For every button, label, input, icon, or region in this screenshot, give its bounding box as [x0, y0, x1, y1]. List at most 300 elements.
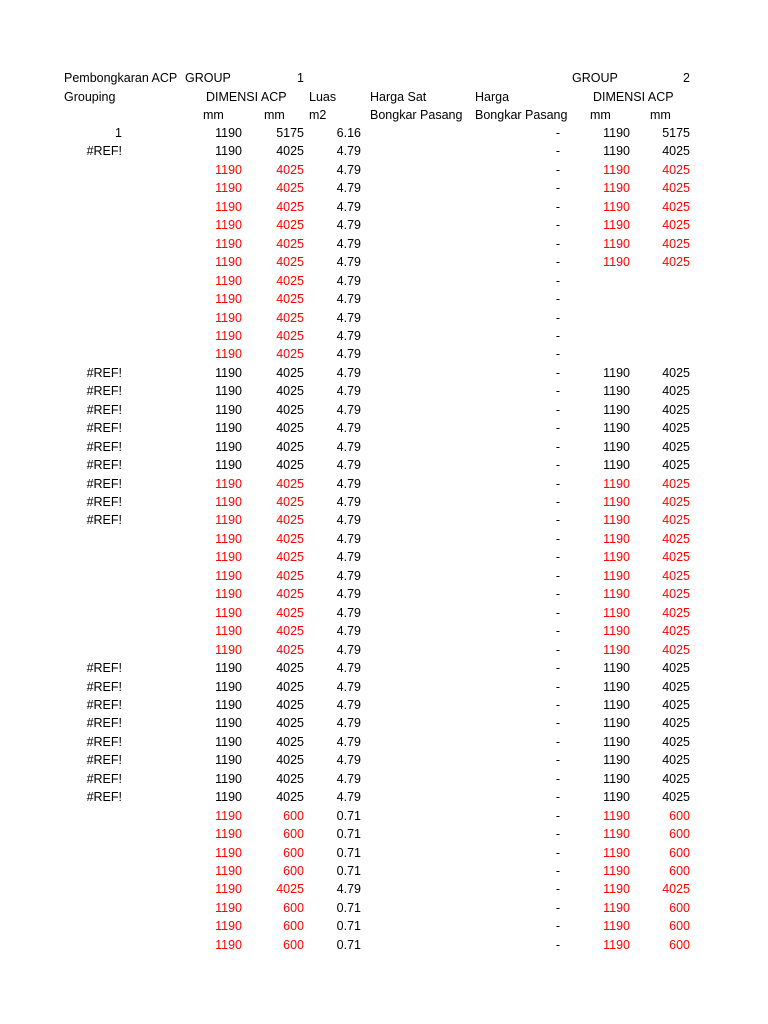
group2-width-cell: 1190	[603, 937, 630, 952]
grouping-cell: #REF!	[86, 771, 122, 786]
height-cell: 4025	[276, 624, 304, 639]
harga-cell: -	[555, 236, 560, 251]
height-cell: 4025	[276, 642, 304, 657]
harga-cell: -	[555, 845, 560, 860]
width-cell: 1190	[215, 292, 242, 307]
width-cell: 1190	[215, 421, 242, 436]
harga-cell: -	[555, 531, 560, 546]
grouping-cell	[80, 290, 122, 308]
height-cell: 4025	[276, 255, 304, 270]
width-cell: 1190	[215, 661, 242, 676]
width-cell: 1190	[215, 310, 242, 325]
luas-cell: 4.79	[336, 458, 361, 473]
harga-cell: -	[555, 421, 560, 436]
grouping-cell: #REF!	[86, 365, 122, 380]
harga-cell: -	[555, 402, 560, 417]
group2-height-cell: 4025	[662, 495, 690, 509]
height-cell: 4025	[276, 218, 304, 233]
group2-height-cell: 4025	[662, 181, 690, 196]
grouping-cell: #REF!	[86, 716, 122, 731]
harga-cell: -	[555, 642, 560, 657]
height-cell: 4025	[276, 181, 304, 196]
luas-cell: 4.79	[336, 199, 361, 214]
harga-cell: -	[555, 661, 560, 676]
group2-height-cell: 4025	[662, 421, 690, 436]
width-cell: 1190	[215, 937, 242, 952]
height-cell: 4025	[276, 310, 304, 325]
group2-height-cell: 4025	[662, 439, 690, 454]
luas-cell: 4.79	[336, 273, 361, 288]
height-cell: 4025	[276, 236, 304, 251]
width-cell: 1190	[215, 236, 242, 251]
grouping-cell	[80, 641, 122, 659]
grouping-cell	[80, 917, 122, 935]
height-cell: 4025	[276, 790, 304, 805]
group2-height-cell: 4025	[662, 402, 690, 417]
harga-cell: -	[555, 624, 560, 639]
group2-width-cell: 1190	[603, 734, 630, 749]
luas-cell: 4.79	[336, 790, 361, 805]
grouping-cell: #REF!	[86, 421, 122, 436]
luas-cell: 4.79	[336, 716, 361, 731]
harga-cell: -	[555, 255, 560, 270]
luas-cell: 0.71	[336, 808, 361, 823]
luas-cell: 0.71	[336, 864, 361, 878]
group2-width-cell: 1190	[603, 439, 630, 454]
width-cell: 1190	[215, 919, 242, 934]
harga-cell: -	[555, 439, 560, 454]
luas-cell: 0.71	[336, 919, 361, 934]
group2-width-cell: 1190	[603, 365, 630, 380]
grouping-cell	[80, 327, 122, 345]
harga-cell: -	[555, 864, 560, 878]
width-cell: 1190	[215, 642, 242, 657]
width-cell: 1190	[215, 827, 242, 842]
harga-cell: -	[555, 292, 560, 307]
height-cell: 4025	[276, 421, 304, 436]
group2-width-cell: 1190	[603, 642, 630, 657]
grouping-cell: #REF!	[86, 513, 122, 528]
width-cell: 1190	[215, 126, 242, 140]
grouping-cell: #REF!	[86, 679, 122, 694]
group2-height-cell: 600	[669, 845, 690, 860]
group2-width-cell: 1190	[603, 716, 630, 731]
group2-height-cell: 4025	[662, 199, 690, 214]
group2-height-cell: 4025	[662, 642, 690, 657]
height-cell: 4025	[276, 882, 304, 897]
height-cell: 4025	[276, 384, 304, 399]
width-cell: 1190	[215, 162, 242, 177]
group2-width-cell: 1190	[603, 864, 630, 878]
height-cell: 4025	[276, 716, 304, 731]
harga-cell: -	[555, 126, 560, 140]
luas-cell: 0.71	[336, 937, 361, 952]
harga-cell: -	[555, 181, 560, 196]
grouping-cell	[80, 825, 122, 843]
mm-header-3: mm	[590, 108, 611, 122]
luas-cell: 4.79	[336, 310, 361, 325]
group2-height-cell: 600	[669, 827, 690, 842]
height-cell: 4025	[276, 144, 304, 159]
luas-cell: 4.79	[336, 531, 361, 546]
height-cell: 4025	[276, 439, 304, 454]
group-1-number: 1	[297, 71, 304, 85]
harga-cell: -	[555, 919, 560, 934]
grouping-cell	[80, 862, 122, 880]
height-cell: 4025	[276, 328, 304, 343]
group2-width-cell: 1190	[603, 458, 630, 473]
grouping-cell	[80, 880, 122, 898]
height-cell: 600	[283, 864, 304, 878]
harga-cell: -	[555, 753, 560, 768]
group2-width-cell: 1190	[603, 624, 630, 639]
grouping-cell: #REF!	[86, 734, 122, 749]
harga-cell: -	[555, 937, 560, 952]
grouping-cell: #REF!	[86, 144, 122, 159]
width-cell: 1190	[215, 144, 242, 159]
group2-width-cell: 1190	[603, 882, 630, 897]
width-cell: 1190	[215, 568, 242, 583]
grouping-cell	[80, 235, 122, 253]
harga-cell: -	[555, 365, 560, 380]
harga-cell: -	[555, 734, 560, 749]
group2-width-cell: 1190	[603, 568, 630, 583]
harga-sat-header: Harga Sat	[370, 90, 427, 104]
width-cell: 1190	[215, 716, 242, 731]
height-cell: 4025	[276, 771, 304, 786]
group2-height-cell	[644, 309, 690, 327]
group2-width-cell: 1190	[603, 162, 630, 177]
luas-cell: 4.79	[336, 384, 361, 399]
height-cell: 4025	[276, 476, 304, 491]
height-cell: 4025	[276, 347, 304, 362]
group2-width-cell: 1190	[603, 495, 630, 509]
group2-height-cell: 4025	[662, 384, 690, 399]
bongkar-pasang-header-2: Bongkar Pasang	[475, 108, 568, 122]
width-cell: 1190	[215, 882, 242, 897]
group2-width-cell: 1190	[603, 900, 630, 915]
luas-cell: 0.71	[336, 900, 361, 915]
harga-cell: -	[555, 716, 560, 731]
mm-header-1: mm	[203, 108, 224, 122]
group2-height-cell: 4025	[662, 550, 690, 565]
group2-height-cell: 4025	[662, 218, 690, 233]
luas-cell: 4.79	[336, 605, 361, 620]
luas-cell: 4.79	[336, 292, 361, 307]
grouping-cell	[80, 530, 122, 548]
width-cell: 1190	[215, 347, 242, 362]
grouping-cell	[80, 161, 122, 179]
height-cell: 4025	[276, 531, 304, 546]
grouping-cell: #REF!	[86, 384, 122, 399]
width-cell: 1190	[215, 458, 242, 473]
harga-cell: -	[555, 900, 560, 915]
height-cell: 4025	[276, 365, 304, 380]
group2-height-cell: 4025	[662, 568, 690, 583]
group2-width-cell	[588, 345, 630, 363]
width-cell: 1190	[215, 550, 242, 565]
height-cell: 4025	[276, 661, 304, 676]
height-cell: 4025	[276, 273, 304, 288]
width-cell: 1190	[215, 753, 242, 768]
luas-cell: 4.79	[336, 255, 361, 270]
harga-cell: -	[555, 218, 560, 233]
grouping-header: Grouping	[64, 90, 116, 104]
grouping-cell	[80, 585, 122, 603]
group2-width-cell: 1190	[603, 753, 630, 768]
group2-width-cell: 1190	[603, 421, 630, 436]
group2-height-cell: 4025	[662, 531, 690, 546]
height-cell: 600	[283, 827, 304, 842]
harga-cell: -	[555, 162, 560, 177]
luas-cell: 4.79	[336, 882, 361, 897]
grouping-cell: #REF!	[86, 458, 122, 473]
height-cell: 4025	[276, 550, 304, 565]
width-cell: 1190	[215, 624, 242, 639]
luas-cell: 4.79	[336, 181, 361, 196]
luas-cell: 4.79	[336, 218, 361, 233]
grouping-cell	[80, 844, 122, 862]
group2-height-cell: 4025	[662, 255, 690, 270]
harga-cell: -	[555, 513, 560, 528]
height-cell: 4025	[276, 734, 304, 749]
group-2-number: 2	[683, 71, 690, 85]
luas-cell: 4.79	[336, 734, 361, 749]
group2-height-cell: 4025	[662, 734, 690, 749]
harga-cell: -	[555, 808, 560, 823]
width-cell: 1190	[215, 605, 242, 620]
grouping-cell: #REF!	[86, 661, 122, 676]
luas-cell: 4.79	[336, 642, 361, 657]
harga-cell: -	[555, 495, 560, 509]
height-cell: 600	[283, 900, 304, 915]
group2-width-cell: 1190	[603, 827, 630, 842]
height-cell: 4025	[276, 679, 304, 694]
width-cell: 1190	[215, 181, 242, 196]
luas-cell: 4.79	[336, 495, 361, 509]
width-cell: 1190	[215, 771, 242, 786]
grouping-cell: #REF!	[86, 495, 122, 509]
group2-height-cell: 600	[669, 900, 690, 915]
group2-height-cell: 600	[669, 864, 690, 878]
width-cell: 1190	[215, 495, 242, 509]
height-cell: 4025	[276, 495, 304, 509]
luas-cell: 0.71	[336, 845, 361, 860]
height-cell: 4025	[276, 402, 304, 417]
group2-width-cell: 1190	[603, 550, 630, 565]
height-cell: 4025	[276, 162, 304, 177]
group2-height-cell: 4025	[662, 365, 690, 380]
grouping-cell: #REF!	[86, 697, 122, 712]
harga-cell: -	[555, 310, 560, 325]
harga-cell: -	[555, 790, 560, 805]
luas-cell: 4.79	[336, 439, 361, 454]
luas-cell: 4.79	[336, 476, 361, 491]
height-cell: 4025	[276, 753, 304, 768]
harga-cell: -	[555, 697, 560, 712]
grouping-cell	[80, 936, 122, 954]
title-pembongkaran-acp: Pembongkaran ACP	[64, 71, 178, 85]
width-cell: 1190	[215, 900, 242, 915]
grouping-cell	[80, 604, 122, 622]
height-cell: 4025	[276, 513, 304, 528]
group2-width-cell: 1190	[603, 199, 630, 214]
height-cell: 4025	[276, 697, 304, 712]
bongkar-pasang-header-1: Bongkar Pasang	[370, 108, 463, 122]
grouping-cell	[80, 216, 122, 234]
group-1-label: GROUP	[185, 71, 231, 85]
group2-width-cell: 1190	[603, 771, 630, 786]
luas-cell: 4.79	[336, 568, 361, 583]
height-cell: 4025	[276, 605, 304, 620]
luas-cell: 4.79	[336, 587, 361, 602]
group2-width-cell: 1190	[603, 605, 630, 620]
group2-height-cell: 4025	[662, 661, 690, 676]
luas-cell: 4.79	[336, 697, 361, 712]
width-cell: 1190	[215, 845, 242, 860]
luas-cell: 4.79	[336, 421, 361, 436]
grouping-cell	[80, 622, 122, 640]
harga-cell: -	[555, 679, 560, 694]
width-cell: 1190	[215, 679, 242, 694]
group2-height-cell: 4025	[662, 587, 690, 602]
width-cell: 1190	[215, 864, 242, 878]
grouping-cell: #REF!	[86, 439, 122, 454]
luas-cell: 4.79	[336, 347, 361, 362]
grouping-cell	[80, 309, 122, 327]
harga-header: Harga	[475, 90, 510, 104]
height-cell: 4025	[276, 458, 304, 473]
group2-width-cell: 1190	[603, 587, 630, 602]
width-cell: 1190	[215, 790, 242, 805]
group2-width-cell: 1190	[603, 144, 630, 159]
harga-cell: -	[555, 199, 560, 214]
grouping-cell: #REF!	[86, 476, 122, 491]
group2-height-cell: 4025	[662, 605, 690, 620]
luas-cell: 4.79	[336, 513, 361, 528]
group2-height-cell: 4025	[662, 162, 690, 177]
group2-height-cell: 4025	[662, 771, 690, 786]
luas-cell: 4.79	[336, 624, 361, 639]
grouping-cell: #REF!	[86, 790, 122, 805]
group2-width-cell: 1190	[603, 808, 630, 823]
grouping-cell: 1	[115, 126, 122, 140]
group2-width-cell: 1190	[603, 679, 630, 694]
dimensi-acp-header-2: DIMENSI ACP	[593, 90, 674, 104]
grouping-cell	[80, 807, 122, 825]
group2-width-cell: 1190	[603, 661, 630, 676]
grouping-cell	[80, 548, 122, 566]
luas-cell: 4.79	[336, 162, 361, 177]
group2-width-cell	[588, 327, 630, 345]
group2-height-cell: 4025	[662, 679, 690, 694]
group2-height-cell	[644, 345, 690, 363]
group2-width-cell: 1190	[603, 181, 630, 196]
width-cell: 1190	[215, 439, 242, 454]
width-cell: 1190	[215, 734, 242, 749]
group2-width-cell: 1190	[603, 255, 630, 270]
group2-height-cell	[644, 272, 690, 290]
group2-height-cell: 4025	[662, 882, 690, 897]
harga-cell: -	[555, 273, 560, 288]
group2-width-cell: 1190	[603, 531, 630, 546]
grouping-cell	[80, 272, 122, 290]
luas-cell: 4.79	[336, 679, 361, 694]
harga-cell: -	[555, 476, 560, 491]
group2-width-cell: 1190	[603, 402, 630, 417]
group2-height-cell: 600	[669, 919, 690, 934]
harga-cell: -	[555, 458, 560, 473]
harga-cell: -	[555, 605, 560, 620]
group2-width-cell: 1190	[603, 845, 630, 860]
grouping-cell	[80, 899, 122, 917]
harga-cell: -	[555, 347, 560, 362]
harga-cell: -	[555, 384, 560, 399]
group2-width-cell	[588, 272, 630, 290]
width-cell: 1190	[215, 697, 242, 712]
luas-cell: 4.79	[336, 144, 361, 159]
grouping-cell	[80, 179, 122, 197]
width-cell: 1190	[215, 328, 242, 343]
harga-cell: -	[555, 550, 560, 565]
group2-height-cell: 5175	[662, 126, 690, 140]
width-cell: 1190	[215, 587, 242, 602]
luas-cell: 4.79	[336, 753, 361, 768]
grouping-cell	[80, 345, 122, 363]
mm-header-2: mm	[264, 108, 285, 122]
height-cell: 600	[283, 919, 304, 934]
group2-height-cell: 4025	[662, 236, 690, 251]
luas-cell: 4.79	[336, 365, 361, 380]
harga-cell: -	[555, 328, 560, 343]
group2-width-cell: 1190	[603, 236, 630, 251]
group2-width-cell	[588, 309, 630, 327]
width-cell: 1190	[215, 531, 242, 546]
height-cell: 600	[283, 937, 304, 952]
group2-height-cell: 600	[669, 808, 690, 823]
group2-width-cell: 1190	[603, 790, 630, 805]
luas-cell: 4.79	[336, 550, 361, 565]
width-cell: 1190	[215, 513, 242, 528]
group2-height-cell: 4025	[662, 624, 690, 639]
luas-cell: 0.71	[336, 827, 361, 842]
luas-header: Luas	[309, 90, 337, 104]
grouping-cell: #REF!	[86, 753, 122, 768]
grouping-cell	[80, 253, 122, 271]
width-cell: 1190	[215, 365, 242, 380]
height-cell: 4025	[276, 292, 304, 307]
group2-height-cell: 4025	[662, 513, 690, 528]
harga-cell: -	[555, 827, 560, 842]
width-cell: 1190	[215, 384, 242, 399]
group2-width-cell: 1190	[603, 513, 630, 528]
width-cell: 1190	[215, 199, 242, 214]
luas-cell: 6.16	[336, 126, 361, 140]
group2-width-cell: 1190	[603, 218, 630, 233]
width-cell: 1190	[215, 476, 242, 491]
luas-cell: 4.79	[336, 402, 361, 417]
width-cell: 1190	[215, 402, 242, 417]
group2-width-cell: 1190	[603, 476, 630, 491]
harga-cell: -	[555, 771, 560, 786]
group2-height-cell: 4025	[662, 790, 690, 805]
group2-width-cell	[588, 290, 630, 308]
height-cell: 4025	[276, 568, 304, 583]
m2-header: m2	[309, 108, 327, 122]
width-cell: 1190	[215, 273, 242, 288]
group2-height-cell: 4025	[662, 753, 690, 768]
group2-height-cell	[644, 290, 690, 308]
